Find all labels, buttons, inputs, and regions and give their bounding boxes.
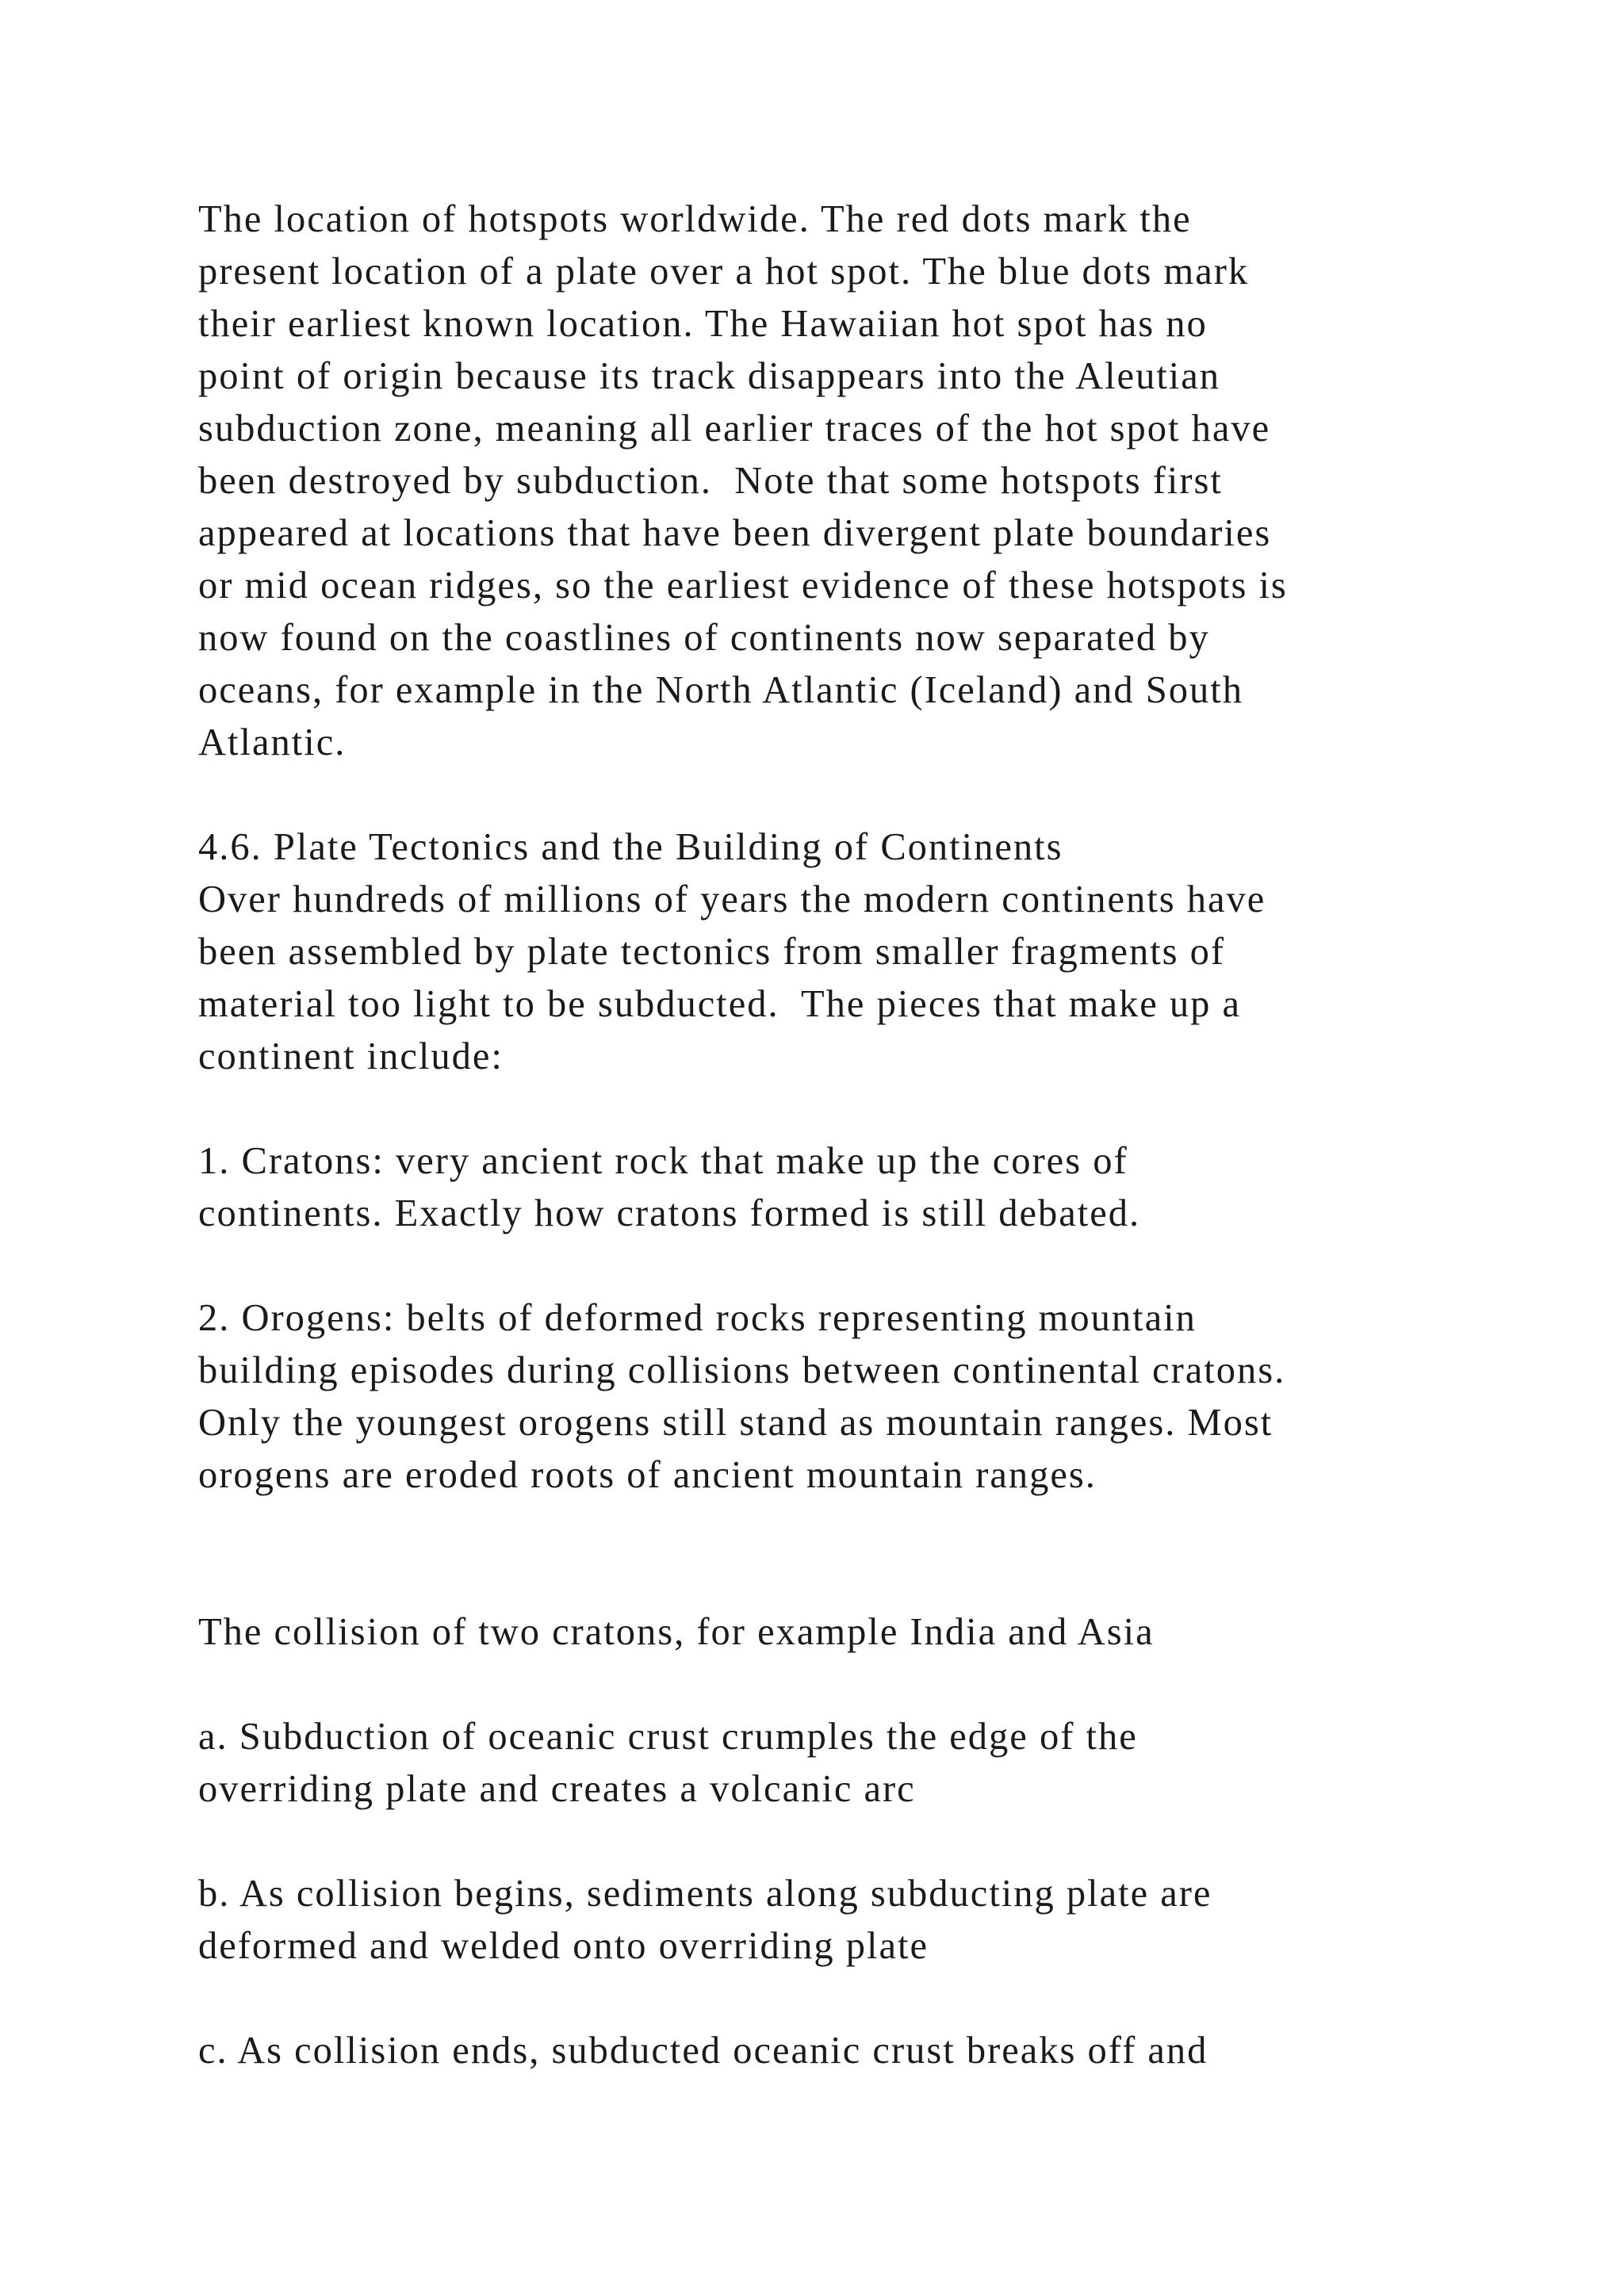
list-item-line: deformed and welded onto overriding plate: [198, 1925, 929, 1967]
text-line: material too light to be subducted. The pieces that make up a: [198, 983, 1242, 1025]
list-item-line: 2. Orogens: belts of deformed rocks representing mountain: [198, 1297, 1197, 1339]
text-line: The collision of two cratons, for example India and Asia: [198, 1611, 1155, 1653]
list-item-line: b. As collision begins, sediments along subducting plate are: [198, 1873, 1212, 1915]
text-line: Atlantic.: [198, 721, 347, 763]
text-line: point of origin because its track disappears into the Aleutian: [198, 355, 1221, 397]
list-item-line: building episodes during collisions between continental cratons.: [198, 1349, 1286, 1391]
text-line: their earliest known location. The Hawaiian hot spot has no: [198, 303, 1208, 345]
list-item-line: orogens are eroded roots of ancient mountain ranges.: [198, 1454, 1097, 1496]
text-line: subduction zone, meaning all earlier traces of the hot spot have: [198, 408, 1271, 450]
text-line: appeared at locations that have been divergent plate boundaries: [198, 512, 1272, 554]
list-item-line: continents. Exactly how cratons formed is still debated.: [198, 1192, 1141, 1234]
text-line: continent include:: [198, 1035, 504, 1077]
text-line: present location of a plate over a hot spot. The blue dots mark: [198, 251, 1250, 293]
list-item-line: c. As collision ends, subducted oceanic crust breaks off and: [198, 2030, 1208, 2072]
list-item-line: a. Subduction of oceanic crust crumples the edge of the: [198, 1716, 1138, 1758]
section-heading: 4.6. Plate Tectonics and the Building of Continents: [198, 826, 1063, 868]
text-line: oceans, for example in the North Atlantic (Iceland) and South: [198, 669, 1243, 711]
text-line: now found on the coastlines of continents now separated by: [198, 617, 1210, 659]
list-item-line: 1. Cratons: very ancient rock that make up the cores of: [198, 1140, 1128, 1182]
list-item-line: Only the youngest orogens still stand as mountain ranges. Most: [198, 1402, 1274, 1444]
text-line: been destroyed by subduction. Note that some hotspots first: [198, 460, 1223, 502]
text-line: or mid ocean ridges, so the earliest evidence of these hotspots is: [198, 564, 1288, 607]
text-line: The location of hotspots worldwide. The red dots mark the: [198, 198, 1192, 240]
text-line: Over hundreds of millions of years the modern continents have: [198, 878, 1266, 920]
text-line: been assembled by plate tectonics from smaller fragments of: [198, 931, 1226, 973]
list-item-line: overriding plate and creates a volcanic arc: [198, 1768, 916, 1810]
